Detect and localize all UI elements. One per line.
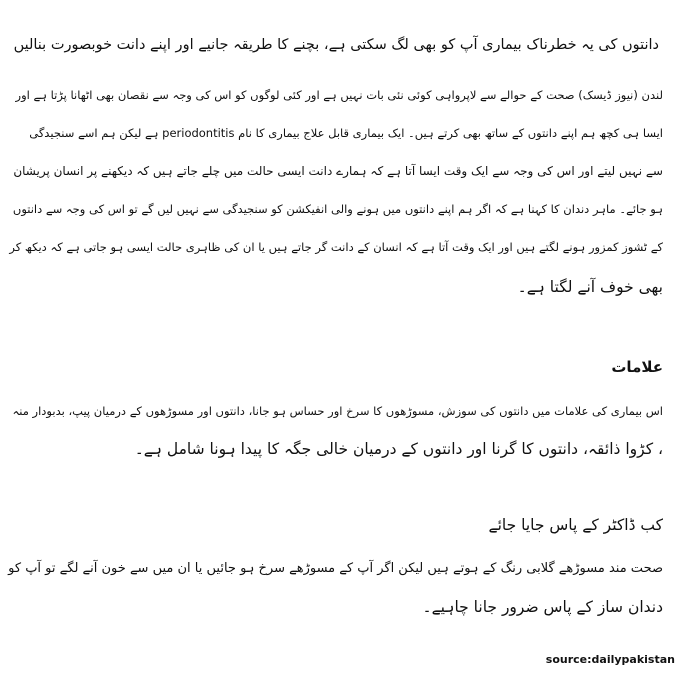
article-title: دانتوں کی یہ خطرناک بیماری آپ کو بھی لگ سکتی ہے، بچنے کا طریقہ جانیے اور اپنے دانت خوبصورت بنالیں <box>13 37 659 53</box>
intro-line-3: سے نہیں لیتے اور اس کی وجہ سے ایک وقت ایسا آتا ہے کہ ہمارے دانت ایسی حالت میں چلے جاتے ہیں کہ دیکھنے پر انسان پریشان <box>13 164 663 178</box>
doctor-heading: کب ڈاکٹر کے پاس جایا جائے <box>488 516 663 534</box>
symptoms-heading: علامات <box>611 358 663 376</box>
doctor-line-1: صحت مند مسوڑھے گلابی رنگ کے ہوتے ہیں لیکن اگر آپ کے مسوڑھے سرخ ہو جائیں یا ان میں سے خون آنے لگے تو آپ کو <box>8 561 663 576</box>
intro-line-2: ایسا ہی کچھ ہم اپنے دانتوں کے ساتھ بھی کرتے ہیں۔ ایک بیماری قابل علاج بیماری کا نام periodontitis ہے لیکن ہم اسے سنجیدگی <box>29 126 663 140</box>
intro-line-4: ہو جائے۔ ماہر دندان کا کہنا ہے کہ اگر ہم اپنے دانتوں میں ہونے والی انفیکشن کو سنجیدگی سے نہیں لیں گے تو اس کی وجہ سے دانتوں <box>12 202 663 216</box>
intro-line-1: لندن (نیوز ڈیسک) صحت کے حوالے سے لاپرواہی کوئی نئی بات نہیں ہے اور کئی لوگوں کو اس کی وجہ سے نقصان بھی اٹھانا پڑتا ہے اور <box>15 88 663 102</box>
intro-line-5: کے ٹشوز کمزور ہونے لگتے ہیں اور ایک وقت آتا ہے کہ انسان کے دانت گر جاتے ہیں یا ان کی ظاہری حالت ایسی ہو جاتی ہے کہ دیکھ کر <box>9 240 663 254</box>
intro-line-6: بھی خوف آنے لگتا ہے۔ <box>517 278 663 296</box>
symptoms-line-2: ، کڑوا ذائقہ، دانتوں کا گرنا اور دانتوں کے درمیان خالی جگہ کا پیدا ہونا شامل ہے۔ <box>134 440 663 458</box>
source-credit: source:dailypakistan <box>545 653 675 666</box>
doctor-line-2: دندان ساز کے پاس ضرور جانا چاہیے۔ <box>422 598 663 616</box>
symptoms-line-1: اس بیماری کی علامات میں دانتوں کی سوزش، مسوڑھوں کا سرخ اور حساس ہو جانا، دانتوں اور مسوڑھوں کے درمیان پیپ، بدبودار منہ <box>12 404 663 418</box>
